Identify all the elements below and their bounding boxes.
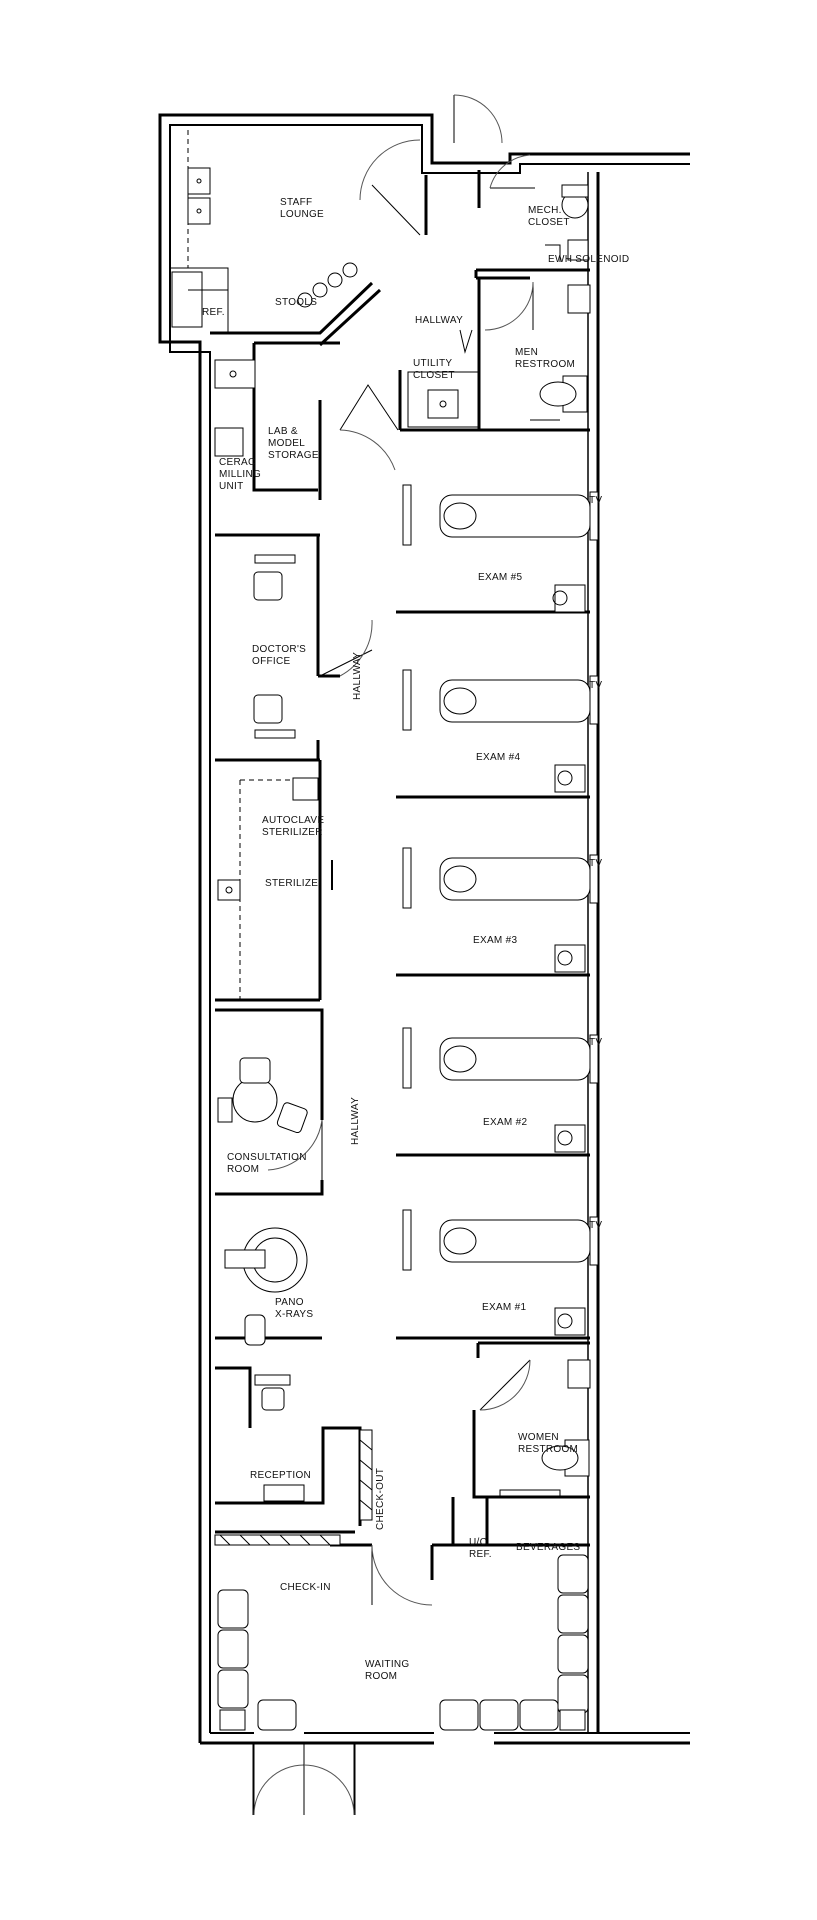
lab-fixtures [215, 360, 255, 456]
waiting-chairs-left [218, 1590, 296, 1730]
doctors-office-label: DOCTOR'S OFFICE [252, 644, 307, 667]
check-in-label: CHECK-IN [280, 1582, 331, 1593]
sterilize-label: STERILIZE [265, 878, 319, 889]
staff-lounge-label: STAFF LOUNGE [280, 197, 325, 220]
tv-label-4: TV [589, 680, 603, 691]
women-restroom-label: WOMEN RESTROOM [518, 1432, 579, 1455]
hallway-upper-label: HALLWAY [352, 651, 363, 700]
exam-3-label: EXAM #3 [473, 935, 518, 946]
women-toilet-icon [500, 1360, 590, 1497]
stools-label: STOOLS [275, 297, 318, 308]
check-out-label: CHECK-OUT [375, 1467, 386, 1530]
beverages-label: BEVERAGES [516, 1542, 581, 1553]
exam-4-label: EXAM #4 [476, 752, 521, 763]
uc-ref-label: U/C REF. [469, 1537, 492, 1560]
pano-label: PANO X-RAYS [275, 1297, 314, 1320]
reception-desk-icon [215, 1375, 372, 1545]
exam-1-label: EXAM #1 [482, 1302, 527, 1313]
men-toilet-icon [530, 285, 590, 420]
exam-room-5-fixtures [403, 485, 598, 612]
autoclave-label: AUTOCLAVE STERILIZER [262, 815, 325, 838]
utility-closet-label: UTILITY CLOSET [413, 358, 455, 381]
lounge-counter [170, 130, 228, 333]
hallway-lower-label: HALLWAY [350, 1096, 361, 1145]
exam-5-label: EXAM #5 [478, 572, 523, 583]
pano-xray-icon [225, 1228, 307, 1345]
consultation-label: CONSULTATION ROOM [227, 1152, 307, 1175]
doors [253, 95, 535, 1815]
men-restroom-label: MEN RESTROOM [515, 347, 576, 370]
exam-2-label: EXAM #2 [483, 1117, 528, 1128]
exam-room-1-fixtures [403, 1210, 598, 1335]
tv-label-2: TV [589, 1037, 603, 1048]
exam-room-4-fixtures [403, 670, 598, 792]
ewh-solenoid-label: EWH SOLENOID [548, 254, 630, 265]
consultation-furniture-icon [218, 1058, 308, 1134]
tv-label-5: TV [589, 495, 603, 506]
ref-label: REF. [202, 307, 225, 318]
mech-closet-label: MECH. CLOSET [528, 205, 570, 228]
waiting-chairs-right [440, 1555, 588, 1730]
tv-label-1: TV [589, 1220, 603, 1231]
exam-room-3-fixtures [403, 848, 598, 972]
exam-room-2-fixtures [403, 1028, 598, 1152]
waiting-room-label: WAITING ROOM [365, 1659, 410, 1682]
lab-storage-label: LAB & MODEL STORAGE [268, 426, 319, 461]
reception-label: RECEPTION [250, 1470, 312, 1481]
tv-label-3: TV [589, 858, 603, 869]
cerac-unit-label: CERAC MILLING UNIT [219, 457, 262, 492]
sterilize-counter [218, 778, 332, 1000]
hallway-top-label: HALLWAY [415, 315, 464, 326]
